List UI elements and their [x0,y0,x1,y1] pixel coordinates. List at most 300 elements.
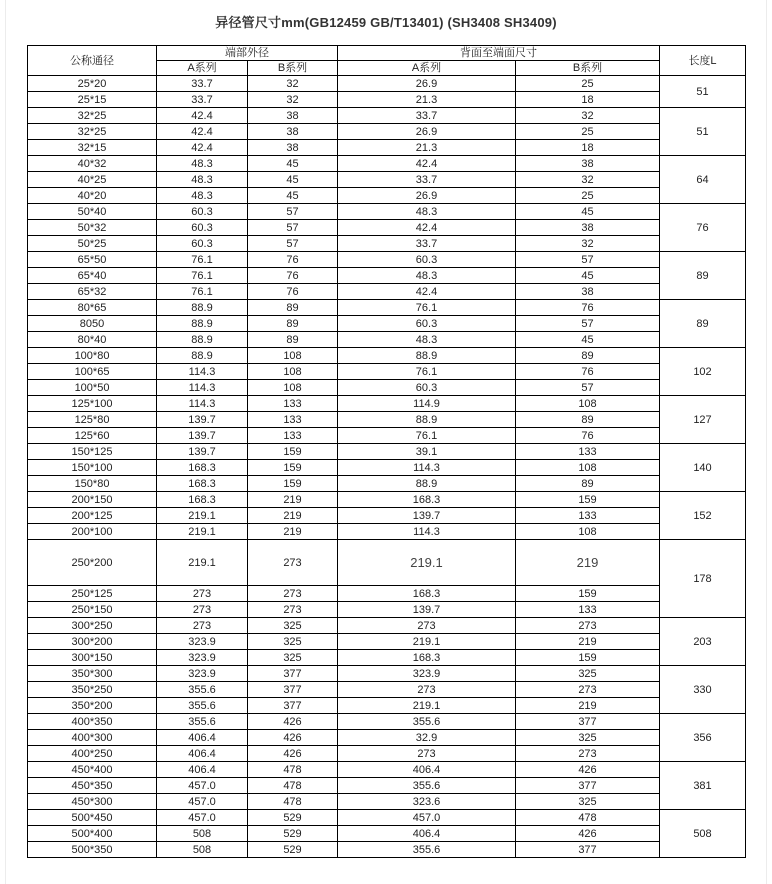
cell-nominal: 25*15 [28,92,157,108]
cell-fe-b: 133 [516,508,660,524]
cell-od-b: 45 [248,156,338,172]
cell-fe-a: 42.4 [338,220,516,236]
cell-fe-b: 377 [516,714,660,730]
table-body [28,46,746,858]
cell-fe-a: 88.9 [338,412,516,428]
cell-fe-a: 168.3 [338,586,516,602]
cell-od-a: 139.7 [157,428,248,444]
cell-length: 152 [660,492,746,540]
cell-fe-a: 355.6 [338,714,516,730]
cell-fe-b: 25 [516,76,660,92]
cell-fe-a: 39.1 [338,444,516,460]
cell-od-b: 89 [248,316,338,332]
cell-fe-a: 60.3 [338,316,516,332]
table-row [28,746,746,762]
cell-od-b: 325 [248,634,338,650]
cell-od-b: 219 [248,508,338,524]
cell-od-a: 139.7 [157,412,248,428]
cell-fe-b: 159 [516,650,660,666]
cell-od-b: 32 [248,76,338,92]
cell-nominal: 400*250 [28,746,157,762]
cell-od-a: 406.4 [157,746,248,762]
cell-od-b: 45 [248,188,338,204]
table-row [28,842,746,858]
cell-nominal: 250*200 [28,540,157,586]
cell-od-a: 219.1 [157,508,248,524]
cell-nominal: 400*300 [28,730,157,746]
table-row [28,476,746,492]
table-row [28,762,746,778]
cell-od-a: 48.3 [157,156,248,172]
cell-od-a: 168.3 [157,492,248,508]
cell-od-b: 38 [248,108,338,124]
cell-fe-a: 406.4 [338,826,516,842]
cell-od-b: 89 [248,300,338,316]
cell-fe-a: 88.9 [338,348,516,364]
cell-od-b: 89 [248,332,338,348]
cell-od-a: 114.3 [157,364,248,380]
cell-fe-a: 273 [338,618,516,634]
cell-nominal: 25*20 [28,76,157,92]
cell-fe-b: 38 [516,156,660,172]
cell-od-b: 273 [248,586,338,602]
cell-nominal: 400*350 [28,714,157,730]
cell-od-a: 60.3 [157,236,248,252]
table-row [28,682,746,698]
cell-od-a: 273 [157,586,248,602]
cell-od-a: 323.9 [157,634,248,650]
cell-fe-b: 108 [516,396,660,412]
cell-od-b: 377 [248,666,338,682]
cell-od-b: 76 [248,252,338,268]
cell-nominal: 300*150 [28,650,157,666]
cell-fe-a: 139.7 [338,602,516,618]
cell-nominal: 250*125 [28,586,157,602]
cell-fe-b: 89 [516,476,660,492]
cell-fe-a: 42.4 [338,284,516,300]
cell-fe-a: 76.1 [338,428,516,444]
cell-fe-a: 33.7 [338,236,516,252]
cell-od-b: 76 [248,268,338,284]
cell-fe-b: 325 [516,794,660,810]
cell-length: 508 [660,810,746,858]
cell-fe-a: 168.3 [338,650,516,666]
table-row [28,698,746,714]
cell-od-b: 478 [248,778,338,794]
cell-nominal: 500*450 [28,810,157,826]
cell-fe-b: 108 [516,460,660,476]
cell-fe-b: 38 [516,220,660,236]
cell-length: 381 [660,762,746,810]
header-fe-series-b: B系列 [516,61,660,76]
cell-od-a: 323.9 [157,650,248,666]
table-row [28,794,746,810]
cell-od-a: 168.3 [157,460,248,476]
cell-fe-b: 45 [516,204,660,220]
table-row [28,778,746,794]
cell-fe-a: 273 [338,746,516,762]
header-od-series-b: B系列 [248,61,338,76]
cell-od-b: 159 [248,476,338,492]
cell-fe-b: 32 [516,236,660,252]
cell-od-b: 529 [248,810,338,826]
cell-od-b: 426 [248,730,338,746]
cell-fe-b: 76 [516,300,660,316]
table-row [28,650,746,666]
cell-nominal: 300*200 [28,634,157,650]
table-row [28,332,746,348]
header-nominal: 公称通径 [28,46,157,76]
cell-nominal: 65*40 [28,268,157,284]
cell-length: 330 [660,666,746,714]
cell-fe-b: 76 [516,364,660,380]
cell-od-a: 457.0 [157,778,248,794]
cell-od-b: 426 [248,746,338,762]
cell-length: 178 [660,540,746,618]
cell-od-b: 325 [248,650,338,666]
cell-fe-a: 355.6 [338,842,516,858]
cell-fe-b: 273 [516,618,660,634]
cell-fe-a: 26.9 [338,76,516,92]
cell-od-b: 57 [248,220,338,236]
cell-fe-a: 76.1 [338,364,516,380]
cell-nominal: 500*400 [28,826,157,842]
cell-nominal: 450*300 [28,794,157,810]
cell-nominal: 300*250 [28,618,157,634]
cell-nominal: 100*65 [28,364,157,380]
cell-fe-a: 323.6 [338,794,516,810]
cell-od-b: 57 [248,204,338,220]
cell-length: 356 [660,714,746,762]
table-row [28,252,746,268]
cell-fe-b: 426 [516,826,660,842]
cell-fe-b: 76 [516,428,660,444]
cell-od-a: 76.1 [157,252,248,268]
cell-fe-b: 18 [516,92,660,108]
table-row [28,348,746,364]
cell-od-b: 478 [248,794,338,810]
cell-od-a: 457.0 [157,810,248,826]
cell-fe-b: 57 [516,380,660,396]
cell-nominal: 150*80 [28,476,157,492]
cell-nominal: 32*25 [28,124,157,140]
cell-od-a: 406.4 [157,730,248,746]
cell-nominal: 350*200 [28,698,157,714]
cell-fe-b: 325 [516,730,660,746]
cell-od-b: 426 [248,714,338,730]
cell-fe-a: 114.9 [338,396,516,412]
cell-fe-a: 60.3 [338,252,516,268]
cell-od-a: 33.7 [157,76,248,92]
cell-fe-b: 57 [516,252,660,268]
cell-od-b: 57 [248,236,338,252]
cell-fe-b: 32 [516,172,660,188]
cell-fe-a: 48.3 [338,332,516,348]
cell-fe-b: 159 [516,586,660,602]
table-row [28,444,746,460]
table-row [28,236,746,252]
cell-fe-b: 133 [516,602,660,618]
table-row [28,540,746,586]
cell-fe-a: 168.3 [338,492,516,508]
table-row [28,140,746,156]
table-row [28,364,746,380]
cell-nominal: 125*80 [28,412,157,428]
cell-fe-b: 377 [516,842,660,858]
table-row [28,300,746,316]
table-row [28,284,746,300]
cell-fe-b: 159 [516,492,660,508]
table-row [28,586,746,602]
cell-od-a: 508 [157,842,248,858]
cell-fe-a: 21.3 [338,140,516,156]
cell-od-a: 508 [157,826,248,842]
cell-od-a: 88.9 [157,332,248,348]
cell-fe-b: 38 [516,284,660,300]
table-row [28,460,746,476]
cell-fe-a: 32.9 [338,730,516,746]
table-row [28,666,746,682]
cell-fe-b: 108 [516,524,660,540]
cell-od-a: 273 [157,618,248,634]
cell-od-b: 32 [248,92,338,108]
table-row [28,220,746,236]
cell-od-b: 159 [248,460,338,476]
cell-od-a: 406.4 [157,762,248,778]
cell-fe-b: 133 [516,444,660,460]
table-row [28,730,746,746]
cell-length: 203 [660,618,746,666]
cell-od-a: 355.6 [157,698,248,714]
cell-nominal: 50*25 [28,236,157,252]
cell-nominal: 450*400 [28,762,157,778]
cell-length: 89 [660,300,746,348]
header-length: 长度L [660,46,746,76]
cell-od-b: 377 [248,682,338,698]
cell-fe-b: 45 [516,332,660,348]
cell-od-a: 457.0 [157,794,248,810]
cell-fe-a: 273 [338,682,516,698]
cell-od-b: 529 [248,842,338,858]
cell-od-a: 355.6 [157,714,248,730]
cell-od-b: 38 [248,140,338,156]
cell-od-a: 139.7 [157,444,248,460]
cell-fe-a: 219.1 [338,698,516,714]
table-row [28,188,746,204]
table-row [28,316,746,332]
cell-fe-b: 426 [516,762,660,778]
cell-od-b: 325 [248,618,338,634]
cell-nominal: 50*40 [28,204,157,220]
cell-nominal: 150*125 [28,444,157,460]
cell-od-a: 88.9 [157,316,248,332]
cell-nominal: 200*125 [28,508,157,524]
cell-fe-a: 406.4 [338,762,516,778]
cell-od-a: 219.1 [157,540,248,586]
cell-od-a: 88.9 [157,348,248,364]
cell-fe-b: 25 [516,188,660,204]
table-row [28,172,746,188]
table-row [28,380,746,396]
reducer-size-table [27,45,746,858]
cell-fe-a: 33.7 [338,108,516,124]
cell-fe-b: 273 [516,746,660,762]
cell-od-b: 219 [248,524,338,540]
cell-od-b: 377 [248,698,338,714]
cell-fe-a: 139.7 [338,508,516,524]
cell-od-b: 108 [248,348,338,364]
cell-length: 76 [660,204,746,252]
cell-fe-b: 89 [516,348,660,364]
cell-fe-b: 57 [516,316,660,332]
cell-fe-a: 60.3 [338,380,516,396]
table-row [28,524,746,540]
cell-od-a: 168.3 [157,476,248,492]
cell-od-a: 33.7 [157,92,248,108]
table-row [28,92,746,108]
cell-fe-b: 219 [516,698,660,714]
cell-od-b: 219 [248,492,338,508]
table-row [28,634,746,650]
cell-nominal: 150*100 [28,460,157,476]
cell-fe-a: 48.3 [338,268,516,284]
cell-od-a: 355.6 [157,682,248,698]
cell-length: 64 [660,156,746,204]
cell-nominal: 32*25 [28,108,157,124]
cell-fe-b: 89 [516,412,660,428]
cell-nominal: 125*100 [28,396,157,412]
table-row [28,618,746,634]
cell-fe-a: 26.9 [338,188,516,204]
cell-od-b: 273 [248,540,338,586]
cell-od-b: 108 [248,380,338,396]
cell-nominal: 200*100 [28,524,157,540]
cell-nominal: 8050 [28,316,157,332]
table-row [28,268,746,284]
cell-nominal: 100*50 [28,380,157,396]
cell-length: 127 [660,396,746,444]
header-fe-series-a: A系列 [338,61,516,76]
cell-nominal: 80*40 [28,332,157,348]
cell-od-b: 133 [248,412,338,428]
table-row [28,428,746,444]
cell-od-a: 114.3 [157,380,248,396]
cell-length: 51 [660,108,746,156]
table-row [28,156,746,172]
table-row [28,124,746,140]
cell-fe-b: 219 [516,540,660,586]
table-row [28,826,746,842]
cell-fe-a: 42.4 [338,156,516,172]
cell-od-a: 60.3 [157,204,248,220]
cell-fe-b: 18 [516,140,660,156]
cell-nominal: 40*32 [28,156,157,172]
cell-nominal: 100*80 [28,348,157,364]
header-row-1 [28,46,746,61]
table-row [28,508,746,524]
cell-nominal: 250*150 [28,602,157,618]
cell-fe-a: 114.3 [338,524,516,540]
cell-od-b: 478 [248,762,338,778]
cell-fe-a: 21.3 [338,92,516,108]
cell-fe-a: 355.6 [338,778,516,794]
cell-fe-b: 325 [516,666,660,682]
table-row [28,204,746,220]
cell-od-b: 133 [248,396,338,412]
table-row [28,714,746,730]
cell-length: 140 [660,444,746,492]
cell-nominal: 32*15 [28,140,157,156]
cell-fe-b: 45 [516,268,660,284]
cell-od-a: 219.1 [157,524,248,540]
cell-od-a: 76.1 [157,268,248,284]
cell-nominal: 450*350 [28,778,157,794]
cell-od-a: 42.4 [157,108,248,124]
cell-nominal: 350*250 [28,682,157,698]
cell-od-a: 48.3 [157,188,248,204]
cell-fe-b: 32 [516,108,660,124]
cell-fe-a: 48.3 [338,204,516,220]
cell-fe-b: 273 [516,682,660,698]
table-row [28,492,746,508]
cell-od-b: 45 [248,172,338,188]
cell-fe-a: 114.3 [338,460,516,476]
cell-fe-a: 88.9 [338,476,516,492]
table-row [28,602,746,618]
header-od-series-a: A系列 [157,61,248,76]
cell-fe-b: 377 [516,778,660,794]
cell-nominal: 200*150 [28,492,157,508]
cell-nominal: 65*32 [28,284,157,300]
table-row [28,396,746,412]
table-row [28,412,746,428]
cell-od-b: 76 [248,284,338,300]
page-title: 异径管尺寸mm(GB12459 GB/T13401) (SH3408 SH3409) [215,15,557,30]
cell-od-a: 42.4 [157,140,248,156]
cell-nominal: 40*25 [28,172,157,188]
header-end-od: 端部外径 [157,46,338,61]
cell-od-a: 273 [157,602,248,618]
cell-fe-a: 219.1 [338,634,516,650]
header-face-to-end: 背面至端面尺寸 [338,46,660,61]
cell-nominal: 500*350 [28,842,157,858]
cell-od-b: 133 [248,428,338,444]
cell-od-a: 323.9 [157,666,248,682]
cell-od-b: 529 [248,826,338,842]
cell-fe-a: 457.0 [338,810,516,826]
cell-fe-a: 219.1 [338,540,516,586]
cell-fe-b: 478 [516,810,660,826]
cell-fe-a: 33.7 [338,172,516,188]
cell-od-a: 88.9 [157,300,248,316]
table-row [28,810,746,826]
cell-od-b: 273 [248,602,338,618]
cell-od-b: 159 [248,444,338,460]
cell-od-a: 48.3 [157,172,248,188]
cell-od-b: 38 [248,124,338,140]
cell-fe-b: 219 [516,634,660,650]
cell-nominal: 80*65 [28,300,157,316]
cell-nominal: 50*32 [28,220,157,236]
cell-fe-a: 76.1 [338,300,516,316]
cell-length: 51 [660,76,746,108]
cell-nominal: 350*300 [28,666,157,682]
table-row [28,108,746,124]
cell-od-a: 114.3 [157,396,248,412]
cell-nominal: 65*50 [28,252,157,268]
cell-nominal: 40*20 [28,188,157,204]
cell-length: 89 [660,252,746,300]
